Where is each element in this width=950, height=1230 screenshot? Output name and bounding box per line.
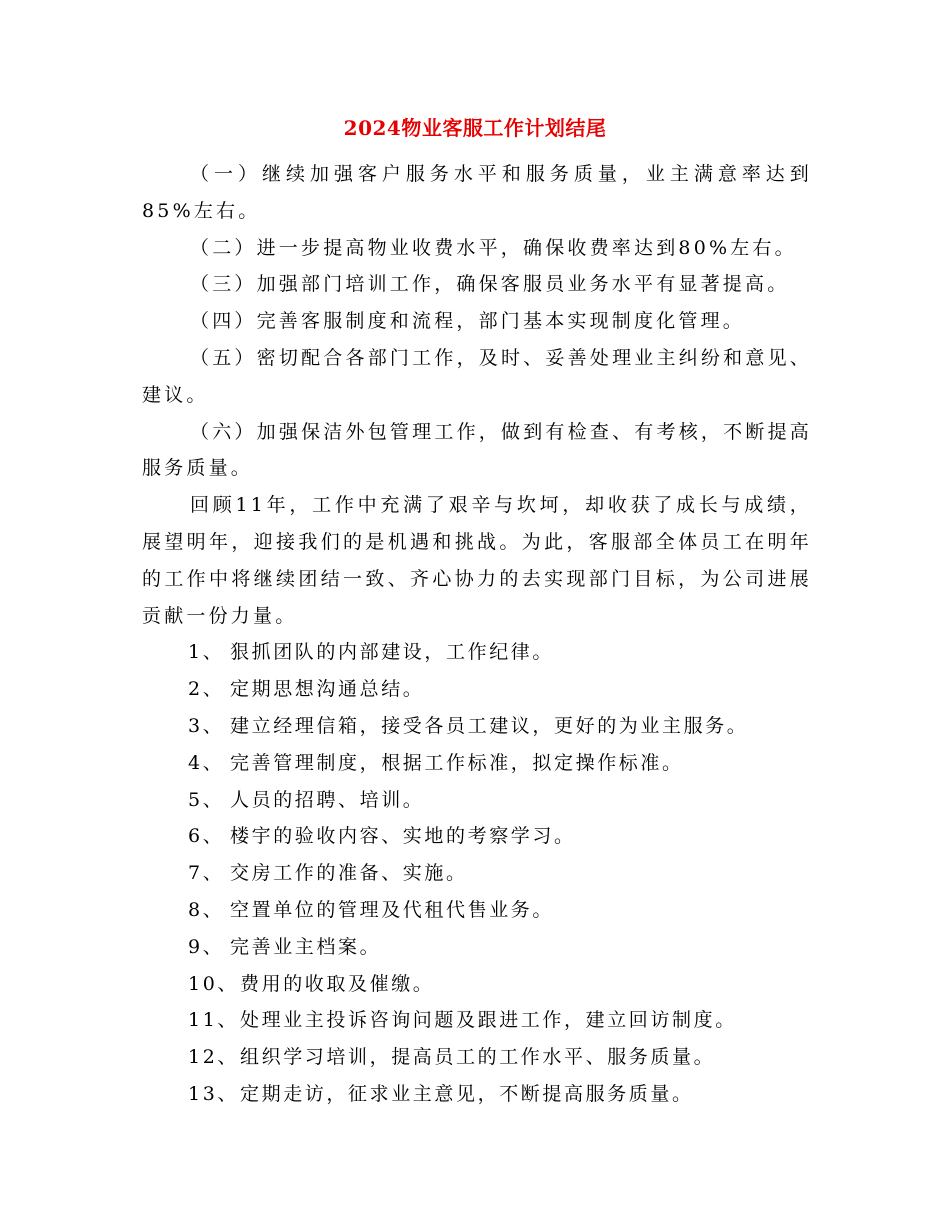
task-text: 定期走访，征求业主意见，不断提高服务质量。 [240, 1082, 694, 1105]
task-item [142, 1002, 812, 1039]
task-text: 组织学习培训，提高员工的工作水平、服务质量。 [240, 1046, 716, 1069]
goal-paragraph-5: （五）密切配合各部门工作，及时、妥善处理业主纠纷和意见、建议。 [142, 346, 812, 406]
goal-paragraph-4: （四）完善客服制度和流程，部门基本实现制度化管理。 [190, 310, 746, 333]
document-body [142, 156, 812, 1113]
task-number: 1、 [188, 641, 225, 664]
task-item [142, 745, 812, 782]
task-text: 完善管理制度，根据工作标准，拟定操作标准。 [230, 751, 684, 774]
task-number: 6、 [188, 825, 225, 848]
task-text: 楼宇的验收内容、实地的考察学习。 [230, 825, 576, 848]
goal-paragraph-2: （二）进一步提高物业收费水平，确保收费率达到80%左右。 [190, 236, 797, 259]
goal-paragraph-1: （一）继续加强客户服务水平和服务质量，业主满意率达到85%左右。 [142, 163, 812, 222]
task-number: 12、 [188, 1046, 239, 1069]
task-number: 10、 [188, 972, 239, 995]
document-title: 2024物业客服工作计划结尾 [343, 116, 607, 140]
task-text: 人员的招聘、培训。 [230, 788, 425, 811]
task-text: 狠抓团队的内部建设，工作纪律。 [230, 641, 555, 664]
task-item [142, 892, 812, 929]
task-item [142, 966, 812, 1003]
task-text: 处理业主投诉咨询问题及跟进工作，建立回访制度。 [240, 1009, 737, 1032]
task-item [142, 1076, 812, 1113]
task-number: 2、 [188, 678, 225, 701]
task-number: 7、 [188, 862, 225, 885]
task-text: 费用的收取及催缴。 [240, 972, 435, 995]
task-number: 11、 [188, 1009, 239, 1032]
goal-paragraph-6: （六）加强保洁外包管理工作，做到有检查、有考核，不断提高服务质量。 [142, 420, 812, 480]
task-item [142, 855, 812, 892]
review-paragraph: 回顾11年，工作中充满了艰辛与坎坷，却收获了成长与成绩，展望明年，迎接我们的是机遇和挑战。为此，客服部全体员工在明年的工作中将继续团结一致、齐心协力的去实现部门目标，为公司进展贡献一份力量。 [142, 494, 812, 627]
task-text: 定期思想沟通总结。 [230, 678, 425, 701]
task-text: 空置单位的管理及代租代售业务。 [230, 898, 555, 921]
task-item [142, 634, 812, 671]
task-number: 13、 [188, 1082, 239, 1105]
task-text: 完善业主档案。 [230, 935, 382, 958]
task-item [142, 671, 812, 708]
task-text: 交房工作的准备、实施。 [230, 862, 468, 885]
task-number: 9、 [188, 935, 225, 958]
task-item [142, 1039, 812, 1076]
task-item [142, 782, 812, 819]
task-number: 4、 [188, 751, 225, 774]
task-item [142, 708, 812, 745]
goal-paragraph-3: （三）加强部门培训工作，确保客服员业务水平有显著提高。 [190, 273, 790, 296]
task-number: 8、 [188, 898, 225, 921]
task-number: 5、 [188, 788, 225, 811]
task-text: 建立经理信箱，接受各员工建议，更好的为业主服务。 [230, 714, 749, 737]
task-number: 3、 [188, 714, 225, 737]
task-item [142, 929, 812, 966]
task-item [142, 818, 812, 855]
